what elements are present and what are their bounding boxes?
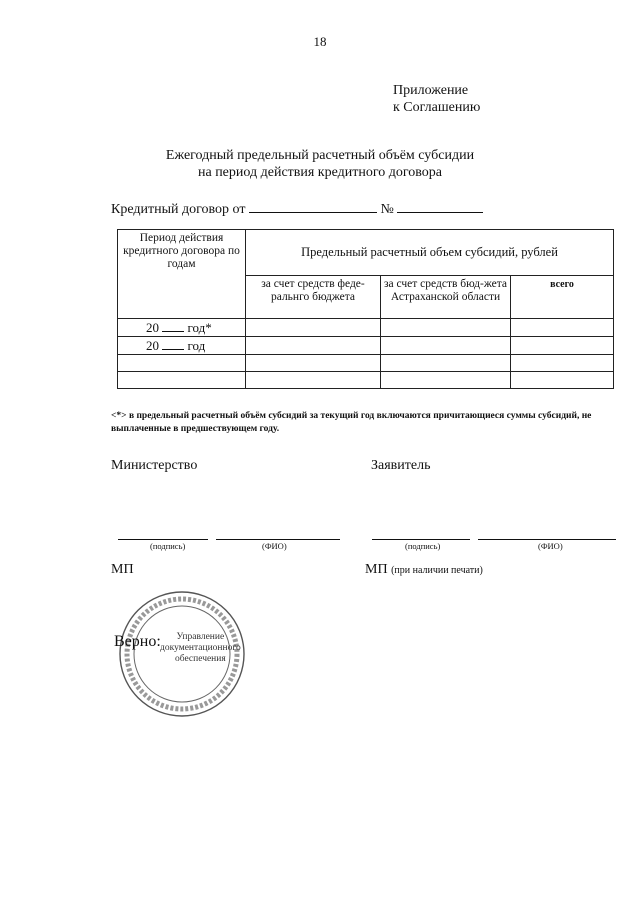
mp-right-label: МП (365, 562, 388, 577)
total-cell (511, 372, 614, 389)
year-cell (118, 355, 246, 372)
table-row (118, 355, 614, 372)
footnote: <*> в предельный расчетный объём субсидий за текущий год включаются причитающиеся суммы субсидий, не выплаченные в предшествующем году. (111, 411, 592, 434)
year-label: год* (187, 320, 212, 335)
year-blank (162, 339, 184, 350)
stamp-line-1: Управление (176, 632, 225, 642)
appendix-line-2: к Соглашению (393, 100, 481, 115)
ministry-name-line (216, 539, 340, 540)
table-row (118, 319, 614, 337)
federal-header: за счет средств феде-ральнго бюджета (246, 275, 381, 319)
applicant-name-line (478, 539, 616, 540)
contract-date-blank (249, 200, 377, 213)
mp-right (365, 562, 483, 578)
verno-label: Верно: (114, 633, 161, 650)
stamp-text (160, 632, 241, 665)
limit-header: Предельный расчетный объем субсидий, рублей (246, 230, 614, 276)
total-header-label: всего (550, 278, 574, 290)
title-line-1: Ежегодный предельный расчетный объём субсидии (165, 148, 475, 163)
table-row (118, 337, 614, 355)
federal-cell (246, 319, 381, 337)
applicant-sign-caption: (подпись) (405, 541, 441, 551)
contract-number-blank (397, 200, 483, 213)
federal-cell (246, 372, 381, 389)
page-number: 18 (313, 34, 327, 49)
year-cell (118, 372, 246, 389)
contract-label: Кредитный договор от (111, 202, 246, 217)
contract-line (111, 200, 483, 218)
applicant-name-caption: (ФИО) (538, 541, 563, 551)
applicant-label: Заявитель (371, 458, 431, 473)
ministry-sign-line (118, 539, 208, 540)
applicant-sign-line (372, 539, 470, 540)
year-cell (118, 337, 246, 355)
total-cell (511, 337, 614, 355)
year-prefix: 20 (146, 338, 159, 353)
stamp-line-2: документационного (160, 643, 241, 653)
federal-cell (246, 355, 381, 372)
appendix-heading (393, 82, 480, 116)
mp-left: МП (111, 562, 134, 577)
total-cell (511, 355, 614, 372)
year-blank (162, 321, 184, 332)
appendix-line-1: Приложение (393, 83, 469, 98)
regional-cell (381, 319, 511, 337)
contract-number-sign: № (380, 202, 394, 217)
regional-cell (381, 355, 511, 372)
ministry-label: Министерство (111, 458, 198, 473)
regional-cell (381, 337, 511, 355)
ministry-name-caption: (ФИО) (262, 541, 287, 551)
regional-cell (381, 372, 511, 389)
document-title (0, 147, 640, 181)
period-header: Период действия кредитного договора по годам (118, 230, 246, 319)
federal-cell (246, 337, 381, 355)
ministry-sign-caption: (подпись) (150, 541, 186, 551)
total-header (511, 275, 614, 319)
year-label: год (187, 338, 206, 353)
year-cell (118, 319, 246, 337)
subsidy-table (117, 229, 614, 389)
title-line-2: на период действия кредитного договора (197, 165, 443, 180)
table-row (118, 372, 614, 389)
stamp-line-3: обеспечения (175, 654, 226, 664)
mp-right-note: (при наличии печати) (391, 565, 483, 576)
year-prefix: 20 (146, 320, 159, 335)
table-header-row (118, 230, 614, 276)
regional-header: за счет средств бюд-жета Астраханской области (381, 275, 511, 319)
total-cell (511, 319, 614, 337)
